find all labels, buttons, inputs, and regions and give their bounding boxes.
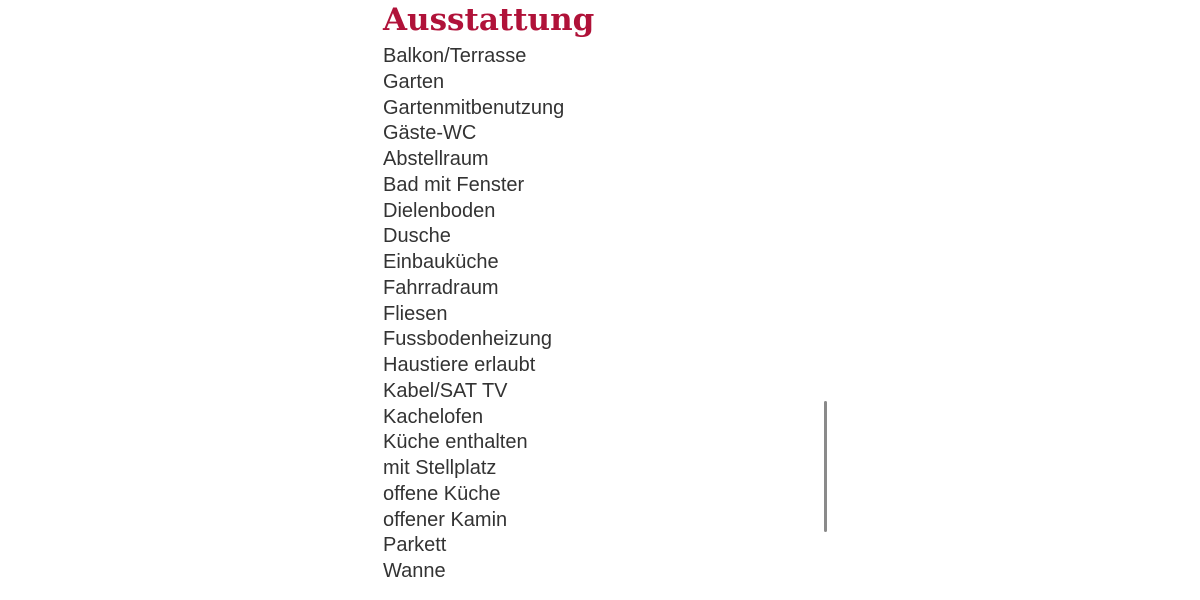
list-item: offene Küche [383, 482, 501, 505]
list-item: Balkon/Terrasse [383, 45, 527, 67]
list-item: Abstellraum [383, 148, 489, 170]
list-item: Haustiere erlaubt [383, 354, 536, 376]
list-item: Gartenmitbenutzung [383, 96, 565, 119]
list-item: Dusche [383, 225, 451, 248]
section-title: Ausstattung [383, 2, 595, 38]
list-item: Fahrradraum [383, 276, 499, 299]
ausstattung-section [383, 0, 803, 585]
list-item: Fussbodenheizung [383, 328, 553, 351]
list-item: offener Kamin [383, 508, 508, 531]
list-item: Küche enthalten [383, 431, 528, 454]
list-item: Fliesen [383, 302, 448, 325]
list-item: Parkett [383, 534, 447, 557]
list-item: Gäste-WC [383, 122, 477, 145]
list-item: Einbauküche [383, 251, 499, 273]
list-item: mit Stellplatz [383, 457, 497, 479]
scrollbar-thumb[interactable] [824, 401, 827, 532]
list-item: Bad mit Fenster [383, 173, 525, 196]
list-item: Garten [383, 70, 445, 93]
list-item: Wanne [383, 560, 446, 582]
list-item: Dielenboden [383, 199, 496, 222]
feature-list [383, 44, 803, 585]
list-item: Kabel/SAT TV [383, 379, 508, 402]
list-item: Kachelofen [383, 405, 484, 428]
